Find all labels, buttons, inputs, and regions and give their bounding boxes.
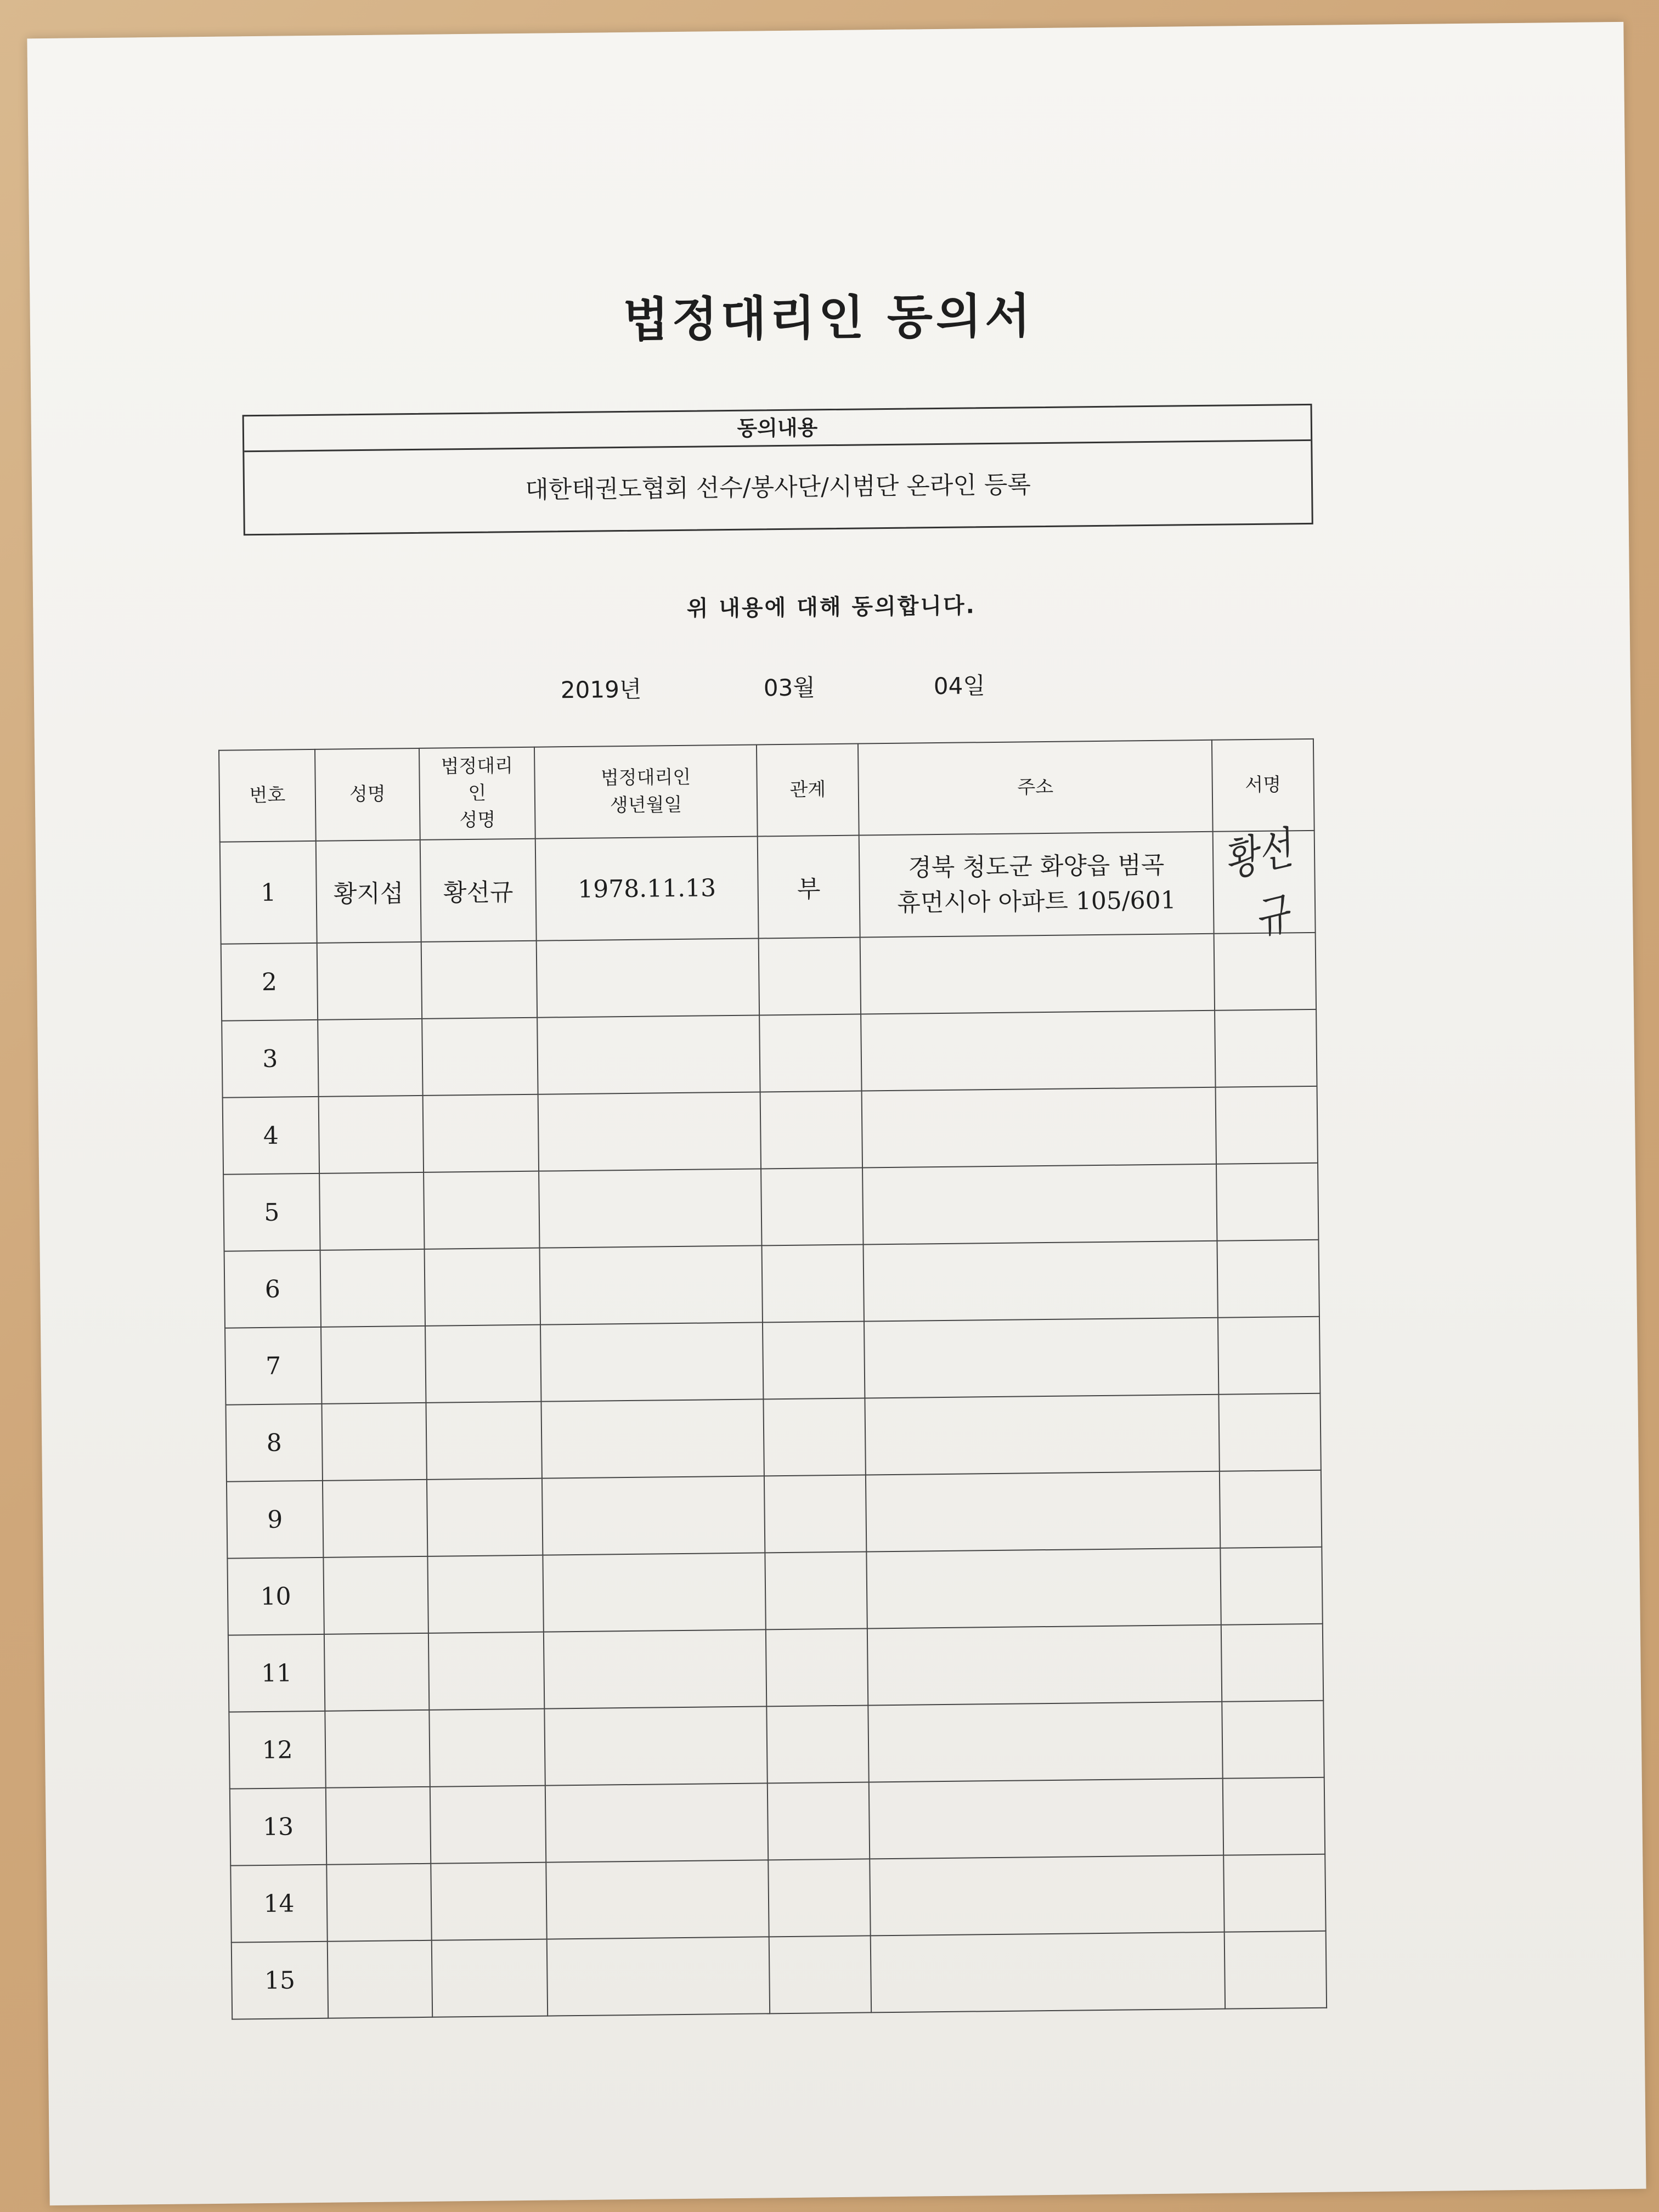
empty-cell (540, 1322, 763, 1401)
empty-cell (546, 1860, 769, 1939)
row-number: 8 (225, 1404, 322, 1482)
row-guardian-name: 황선규 (420, 839, 537, 942)
row-address-line2: 휴먼시아 아파트 105/601 (897, 886, 1176, 917)
empty-cell (430, 1786, 546, 1864)
table-row (227, 1470, 1322, 1559)
empty-cell (427, 1479, 543, 1556)
empty-cell (866, 1471, 1220, 1552)
consent-box (242, 404, 1313, 535)
empty-cell (766, 1628, 868, 1706)
row-address-line1: 경북 청도군 화양읍 범곡 (908, 851, 1165, 882)
table-header-row (219, 739, 1314, 842)
row-number: 9 (227, 1481, 323, 1559)
empty-cell (768, 1782, 870, 1860)
table-row (222, 1009, 1317, 1098)
empty-cell (320, 1249, 425, 1327)
date-month: 03월 (763, 674, 816, 702)
empty-cell (768, 1859, 870, 1937)
empty-cell (540, 1245, 763, 1324)
header-guardian-birth-line2: 생년월일 (610, 793, 682, 816)
row-number: 1 (220, 841, 317, 944)
registration-table (218, 738, 1327, 2020)
empty-cell (763, 1321, 865, 1399)
empty-cell (321, 1326, 426, 1404)
empty-cell (864, 1318, 1218, 1398)
table-row (232, 1931, 1327, 2019)
empty-cell (547, 1937, 770, 2016)
row-number: 5 (223, 1173, 320, 1251)
empty-cell (541, 1399, 764, 1478)
row-number: 11 (228, 1634, 325, 1712)
table-row (223, 1163, 1318, 1251)
empty-cell (870, 1855, 1224, 1936)
empty-cell (1216, 1163, 1318, 1241)
empty-cell (424, 1171, 539, 1249)
row-relation: 부 (758, 836, 860, 939)
empty-cell (432, 1939, 548, 2017)
empty-cell (865, 1395, 1219, 1475)
empty-cell (862, 1164, 1217, 1245)
empty-cell (762, 1245, 864, 1323)
row-number: 6 (224, 1250, 321, 1328)
empty-cell (871, 1932, 1225, 2013)
empty-cell (537, 938, 759, 1017)
empty-cell (1220, 1470, 1322, 1548)
table-row (229, 1701, 1324, 1789)
consent-header: 동의내용 (244, 405, 1311, 452)
empty-cell (1220, 1547, 1322, 1625)
empty-cell (539, 1169, 761, 1248)
row-address (859, 832, 1214, 938)
header-guardian-name-line2: 인 (468, 782, 487, 804)
empty-cell (422, 1018, 538, 1096)
empty-cell (869, 1779, 1223, 1859)
empty-cell (759, 1014, 861, 1092)
header-guardian-name-line1: 법정대리 (441, 754, 514, 778)
empty-cell (425, 1248, 540, 1326)
empty-cell (318, 1019, 422, 1097)
empty-cell (769, 1936, 871, 2013)
empty-cell (325, 1710, 430, 1788)
table-row (225, 1317, 1320, 1405)
empty-cell (431, 1863, 546, 1940)
row-number: 2 (221, 943, 318, 1021)
table-row (230, 1778, 1325, 1866)
header-name: 성명 (315, 748, 420, 841)
empty-cell (760, 1091, 862, 1169)
empty-cell (1221, 1624, 1323, 1702)
empty-cell (319, 1172, 424, 1250)
date-day: 04일 (933, 672, 986, 700)
empty-cell (324, 1633, 429, 1711)
table-row (220, 831, 1316, 944)
consent-body: 대한태권도협회 선수/봉사단/시범단 온라인 등록 (524, 471, 1031, 504)
empty-cell (544, 1629, 766, 1708)
table-row (224, 1240, 1319, 1328)
empty-cell (867, 1625, 1222, 1706)
empty-cell (543, 1553, 765, 1632)
row-number: 15 (232, 1942, 328, 2019)
agree-statement: 위 내용에 대해 동의합니다. (686, 593, 977, 622)
paper-sheet (27, 22, 1646, 2205)
empty-cell (323, 1480, 427, 1558)
empty-cell (763, 1398, 865, 1476)
row-guardian-birth: 1978.11.13 (535, 836, 759, 940)
table-row (228, 1624, 1323, 1712)
header-signature: 서명 (1212, 739, 1314, 832)
empty-cell (428, 1632, 544, 1710)
empty-cell (868, 1702, 1222, 1782)
row-number: 10 (227, 1558, 324, 1635)
empty-cell (538, 1092, 761, 1171)
empty-cell (860, 934, 1215, 1014)
empty-cell (861, 1011, 1215, 1091)
empty-cell (1215, 1009, 1317, 1087)
header-guardian-birth (534, 744, 758, 838)
empty-cell (759, 938, 861, 1015)
row-number: 14 (230, 1865, 327, 1943)
header-guardian-birth-line1: 법정대리인 (600, 766, 691, 789)
row-number: 7 (225, 1327, 321, 1405)
row-number: 12 (229, 1711, 325, 1789)
table-row (227, 1547, 1322, 1635)
empty-cell (1218, 1393, 1321, 1471)
row-number: 3 (222, 1020, 318, 1098)
empty-cell (423, 1094, 539, 1172)
empty-cell (1223, 1854, 1325, 1932)
empty-cell (544, 1706, 767, 1785)
empty-cell (421, 941, 537, 1019)
empty-cell (866, 1548, 1221, 1629)
empty-cell (426, 1402, 541, 1480)
empty-cell (765, 1551, 867, 1629)
header-guardian-name-line3: 성명 (459, 809, 496, 832)
empty-cell (1216, 1086, 1318, 1164)
row-number: 13 (230, 1788, 326, 1866)
table-row (225, 1393, 1321, 1482)
header-address: 주소 (858, 740, 1213, 836)
empty-cell (1224, 1931, 1327, 2009)
empty-cell (864, 1241, 1218, 1322)
header-guardian-name (419, 747, 535, 840)
empty-cell (1222, 1701, 1324, 1779)
table-row (223, 1086, 1318, 1175)
empty-cell (319, 1096, 424, 1173)
header-relation: 관계 (757, 744, 859, 837)
empty-cell (537, 1015, 760, 1094)
empty-cell (326, 1787, 431, 1865)
row-name: 황지섭 (316, 840, 421, 943)
empty-cell (766, 1705, 868, 1783)
handwritten-signature: 황선규 (1219, 823, 1297, 946)
empty-cell (764, 1475, 866, 1553)
empty-cell (761, 1168, 863, 1246)
document-title: 법정대리인 동의서 (623, 289, 1034, 348)
date-year: 2019년 (560, 675, 642, 704)
empty-cell (425, 1325, 541, 1403)
empty-cell (545, 1783, 768, 1862)
empty-cell (542, 1476, 765, 1555)
empty-cell (1223, 1778, 1325, 1855)
empty-cell (328, 1940, 432, 2018)
empty-cell (321, 1403, 426, 1481)
row-signature (1213, 823, 1316, 946)
table-row (221, 933, 1316, 1021)
empty-cell (427, 1555, 543, 1633)
table-row (230, 1854, 1325, 1943)
header-number: 번호 (219, 749, 316, 842)
empty-cell (862, 1087, 1216, 1168)
empty-cell (1217, 1240, 1319, 1318)
row-number: 4 (223, 1097, 319, 1175)
empty-cell (326, 1864, 431, 1942)
empty-cell (317, 942, 422, 1020)
empty-cell (323, 1556, 428, 1634)
empty-cell (429, 1709, 545, 1787)
empty-cell (1218, 1317, 1320, 1395)
